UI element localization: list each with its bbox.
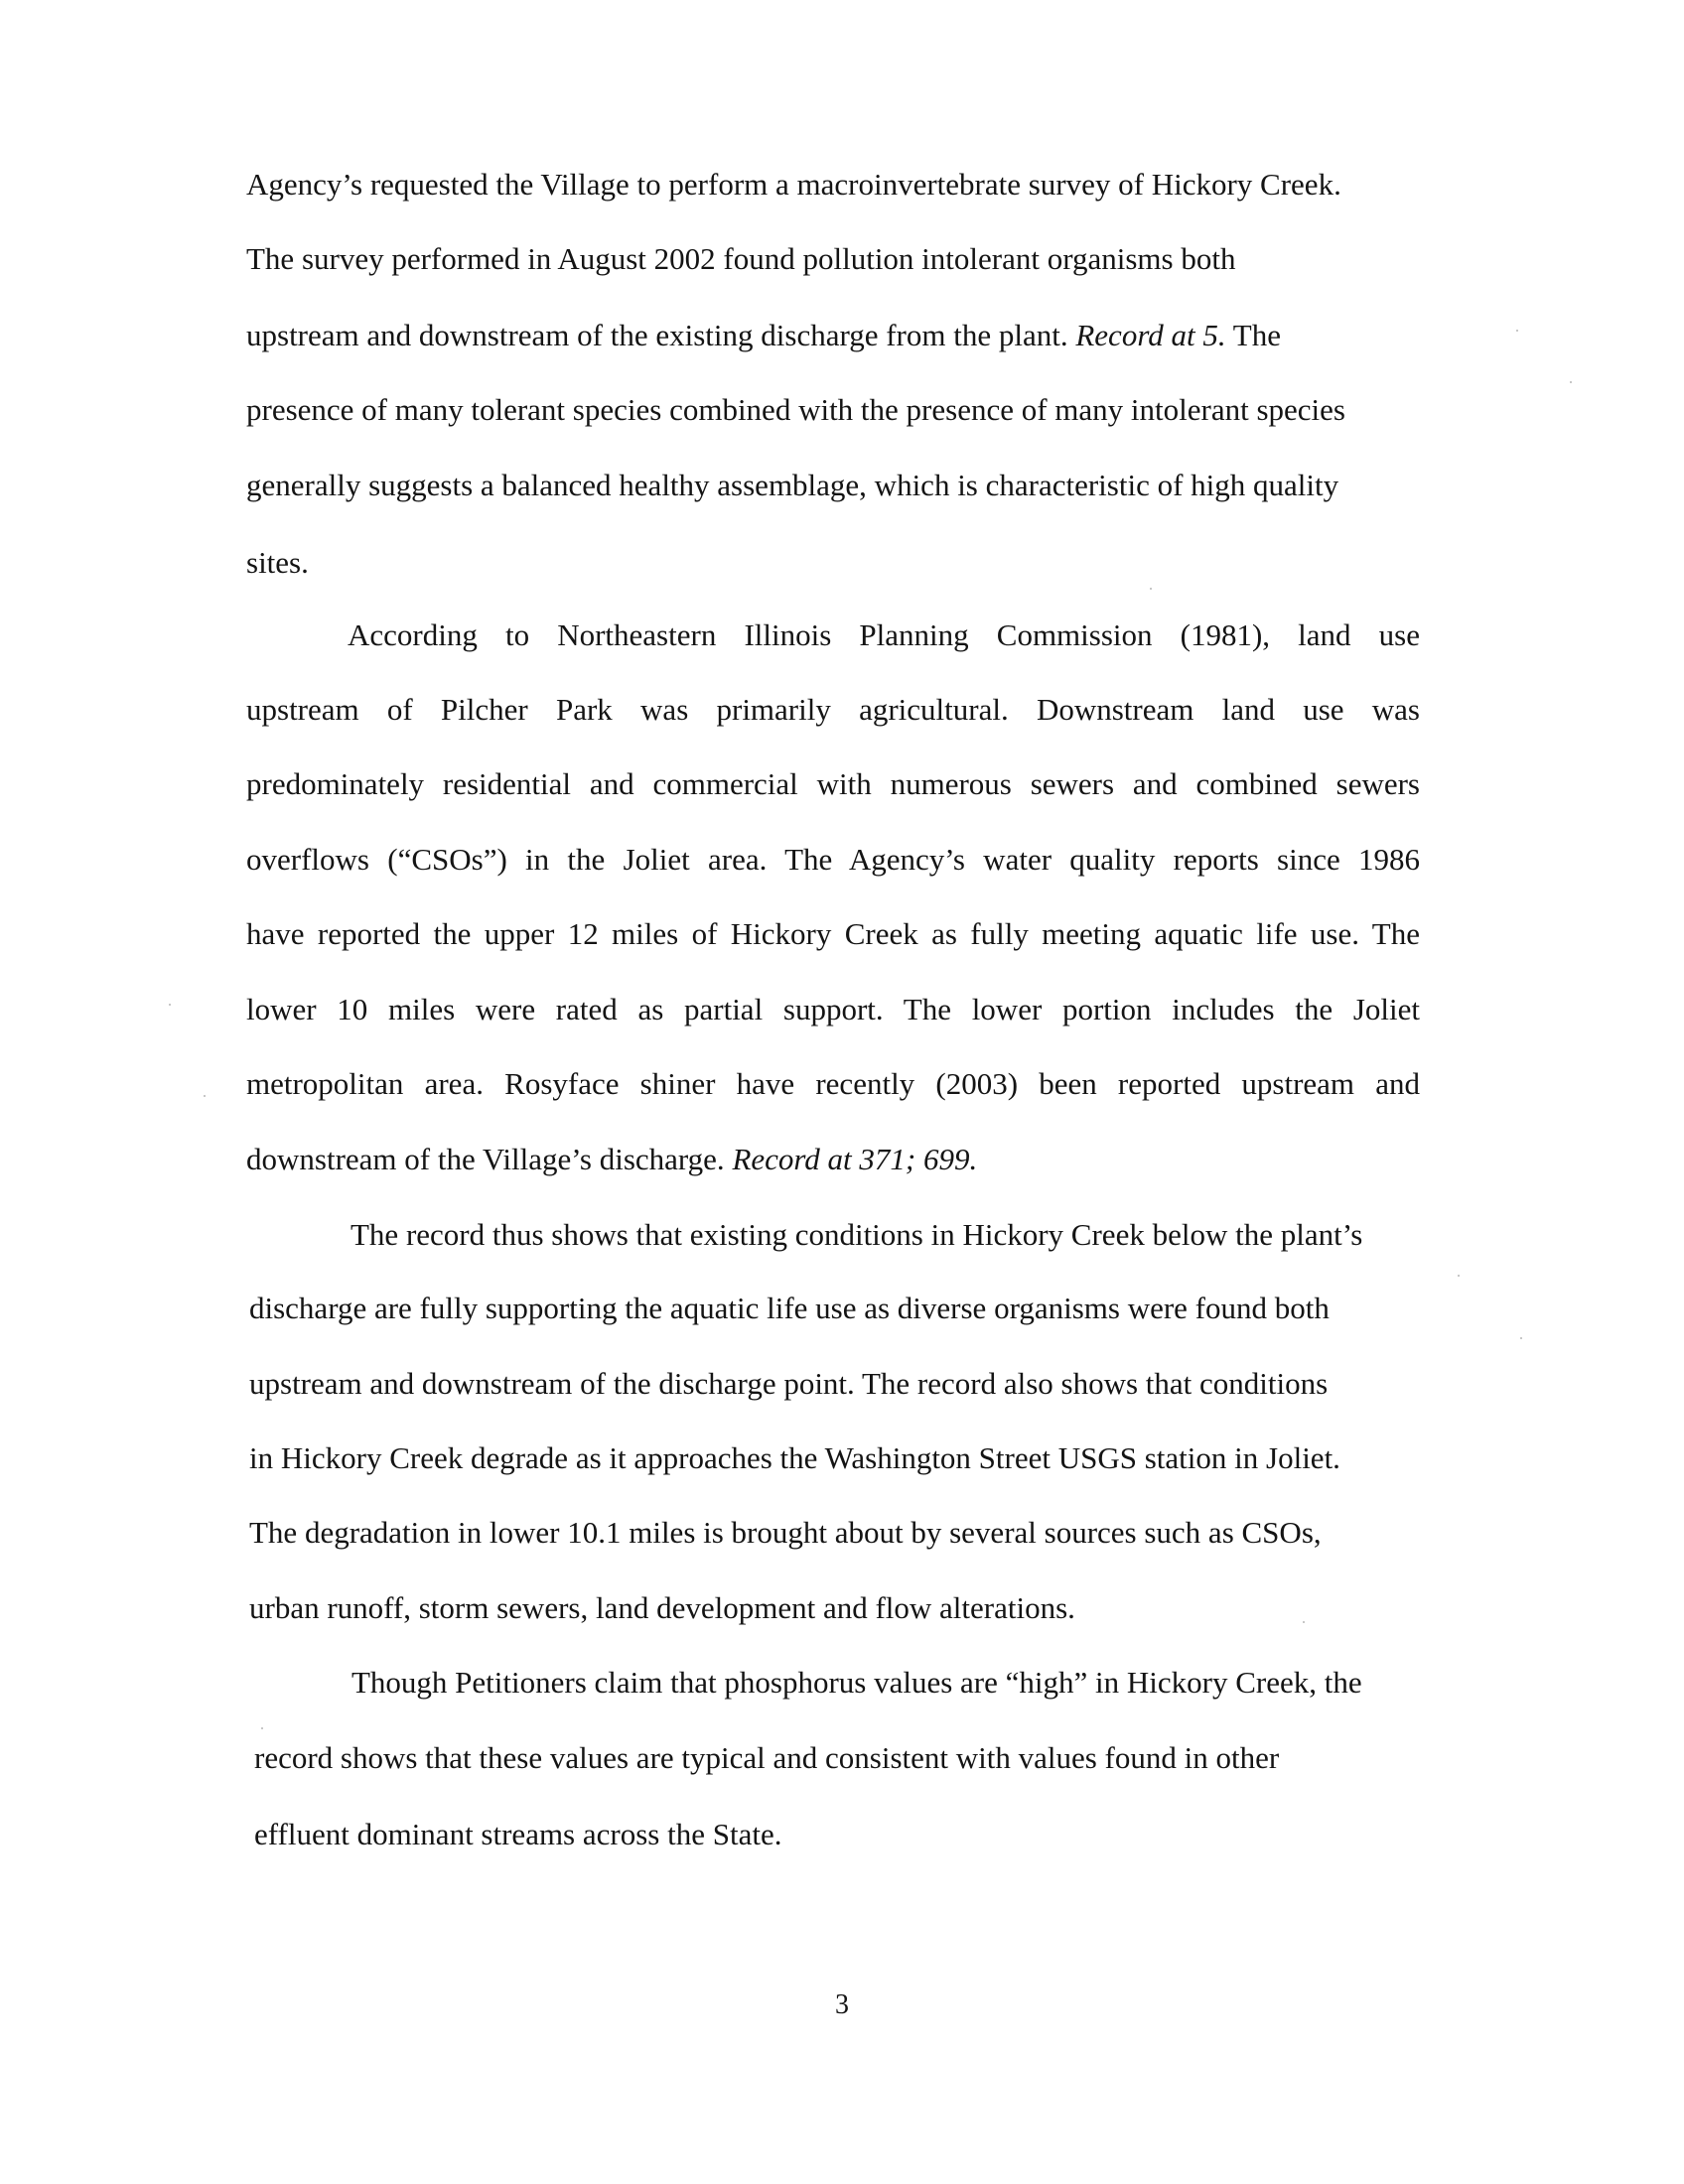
record-citation: Record at 371; 699.	[732, 1142, 978, 1176]
text-line: have reported the upper 12 miles of Hickory Creek as fully meeting aquatic life use. The	[246, 916, 1420, 951]
text-line: presence of many tolerant species combined with the presence of many intolerant species	[246, 392, 1345, 427]
text-line: Though Petitioners claim that phosphorus values are “high” in Hickory Creek, the	[351, 1665, 1362, 1700]
scan-speck	[1516, 330, 1518, 332]
scan-speck	[1570, 381, 1572, 383]
scan-speck	[204, 1095, 206, 1097]
text-line: urban runoff, storm sewers, land development and flow alterations.	[249, 1590, 1075, 1625]
text-line: record shows that these values are typical and consistent with values found in other	[254, 1740, 1280, 1775]
scan-speck	[1458, 1275, 1460, 1277]
text-segment: downstream of the Village’s discharge.	[246, 1142, 733, 1176]
text-line: Agency’s requested the Village to perform a macroinvertebrate survey of Hickory Creek.	[246, 167, 1341, 202]
scan-speck	[169, 1004, 171, 1006]
text-line: The survey performed in August 2002 found pollution intolerant organisms both	[246, 241, 1236, 276]
text-line	[246, 316, 1281, 355]
text-line: in Hickory Creek degrade as it approaches the Washington Street USGS station in Joliet.	[249, 1440, 1340, 1475]
scan-speck	[1520, 1337, 1522, 1339]
text-line: sites.	[246, 545, 309, 580]
text-line: upstream of Pilcher Park was primarily agricultural. Downstream land use was	[246, 692, 1420, 727]
scan-speck	[1303, 1621, 1305, 1623]
text-line: metropolitan area. Rosyface shiner have recently (2003) been reported upstream and	[246, 1066, 1420, 1101]
text-line: discharge are fully supporting the aquatic life use as diverse organisms were found both	[249, 1291, 1330, 1325]
text-segment: upstream and downstream of the existing discharge from the plant.	[246, 318, 1076, 352]
text-segment: The	[1225, 318, 1281, 352]
text-line: generally suggests a balanced healthy assemblage, which is characteristic of high quality	[246, 468, 1339, 502]
text-line: predominately residential and commercial with numerous sewers and combined sewers	[246, 766, 1420, 801]
page-number: 3	[835, 1989, 849, 2020]
text-line: According to Northeastern Illinois Planning Commission (1981), land use	[348, 617, 1420, 652]
record-citation: Record at 5.	[1075, 318, 1226, 352]
scan-speck	[1150, 588, 1152, 590]
text-line: The degradation in lower 10.1 miles is brought about by several sources such as CSOs,	[249, 1515, 1322, 1550]
text-line: overflows (“CSOs”) in the Joliet area. The Agency’s water quality reports since 1986	[246, 842, 1420, 877]
text-line: The record thus shows that existing conditions in Hickory Creek below the plant’s	[351, 1217, 1363, 1252]
scan-speck	[261, 1727, 263, 1729]
text-line: upstream and downstream of the discharge point. The record also shows that conditions	[249, 1366, 1329, 1401]
text-line: effluent dominant streams across the State.	[254, 1817, 782, 1851]
text-line	[246, 1140, 977, 1179]
text-line: lower 10 miles were rated as partial support. The lower portion includes the Joliet	[246, 992, 1420, 1026]
